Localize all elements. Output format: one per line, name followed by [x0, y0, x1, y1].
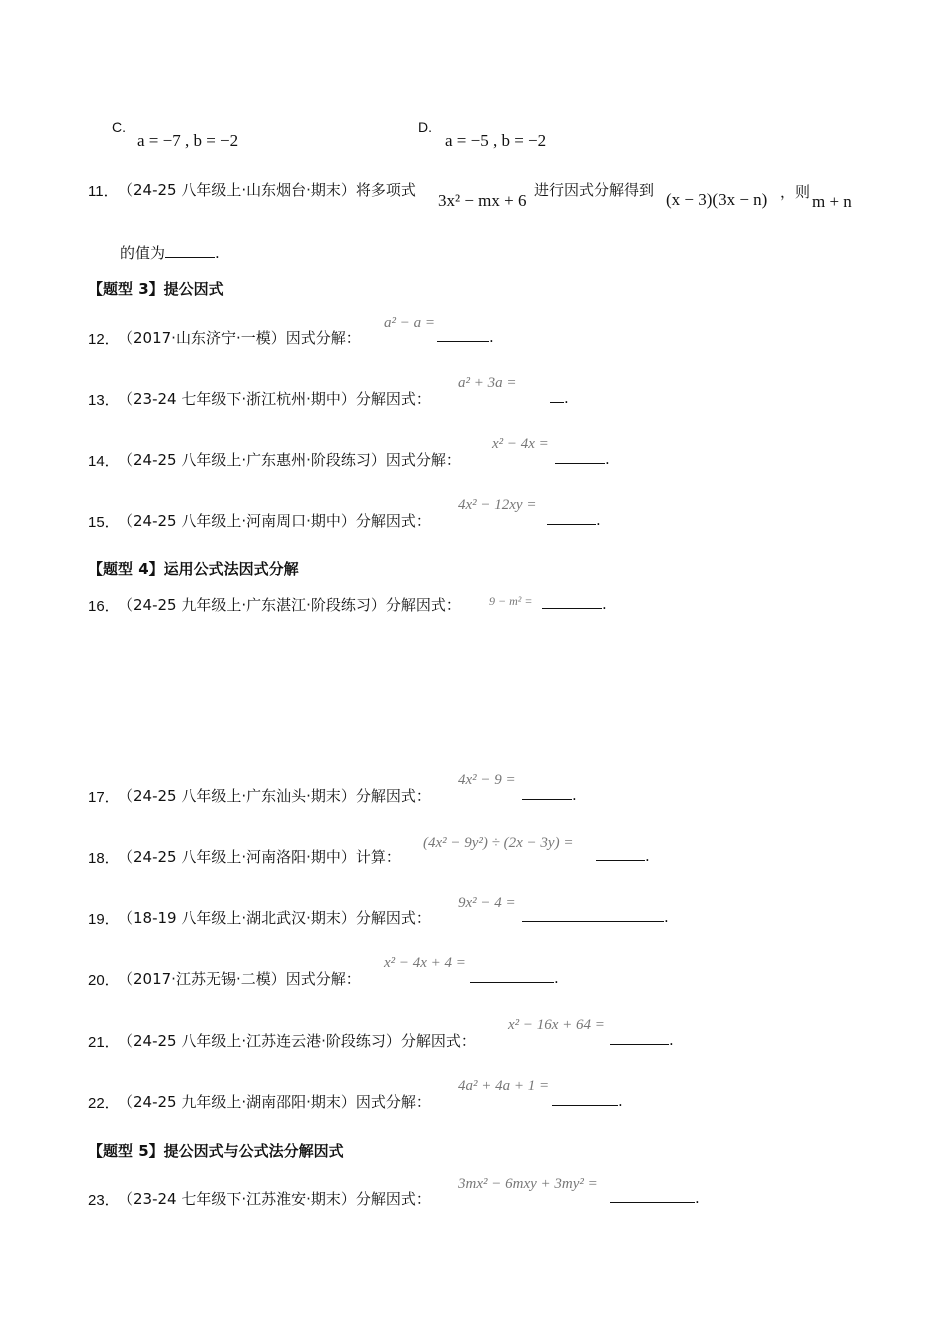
question-16-number: 16． [88, 598, 120, 615]
question-21-expr: x² − 16x + 64 = [508, 1017, 605, 1033]
answer-blank[interactable] [555, 449, 605, 464]
question-22-end: . [618, 1092, 623, 1110]
question-17-end: . [572, 786, 577, 804]
question-11-end: . [215, 244, 220, 262]
question-23-expr: 3mx² − 6mxy + 3my² = [458, 1176, 598, 1192]
question-18-answer [596, 846, 650, 865]
answer-blank[interactable] [542, 594, 602, 609]
question-13-answer [550, 388, 569, 407]
answer-blank[interactable] [552, 1091, 618, 1106]
question-16-end: . [602, 595, 607, 613]
question-16-answer [542, 594, 607, 613]
question-21-answer [610, 1030, 674, 1049]
question-23-number: 23． [88, 1192, 120, 1209]
question-21-source: （24-25 八年级上·江苏连云港·阶段练习）分解因式： [118, 1032, 476, 1050]
question-18-end: . [645, 847, 650, 865]
section-heading-5: 【题型 5】提公因式与公式法分解因式 [88, 1142, 344, 1160]
answer-blank[interactable] [596, 846, 645, 861]
question-23-answer [610, 1188, 700, 1207]
answer-blank[interactable] [610, 1188, 695, 1203]
question-11-expr2: (x − 3)(3x − n) [666, 190, 768, 209]
question-20-source: （2017·江苏无锡·二模）因式分解： [118, 970, 361, 988]
question-11-expr1: 3x² − mx + 6 [438, 191, 527, 210]
option-d-letter: D. [418, 119, 432, 135]
question-20-end: . [554, 969, 559, 987]
question-19-answer [522, 907, 669, 926]
question-22-expr: 4a² + 4a + 1 = [458, 1078, 550, 1094]
question-15-answer [547, 510, 601, 529]
option-d-text: a = −5 , b = −2 [445, 131, 547, 150]
question-18-number: 18． [88, 850, 120, 867]
answer-blank[interactable] [165, 243, 215, 258]
question-20-expr: x² − 4x + 4 = [384, 955, 466, 971]
section-heading-4: 【题型 4】运用公式法因式分解 [88, 560, 299, 578]
answer-blank[interactable] [550, 388, 564, 403]
question-23-end: . [695, 1189, 700, 1207]
option-c-text: a = −7 , b = −2 [137, 131, 239, 150]
question-12-number: 12． [88, 331, 120, 348]
question-21-number: 21． [88, 1034, 120, 1051]
question-17-source: （24-25 八年级上·广东汕头·期末）分解因式： [118, 787, 431, 805]
question-20-number: 20． [88, 972, 120, 989]
question-17-number: 17． [88, 789, 120, 806]
question-17-answer [522, 785, 577, 804]
question-14-end: . [605, 450, 610, 468]
question-20-answer [470, 968, 559, 987]
question-13-source: （23-24 七年级下·浙江杭州·期中）分解因式： [118, 390, 431, 408]
question-22-source: （24-25 九年级上·湖南邵阳·期末）因式分解： [118, 1093, 431, 1111]
answer-blank[interactable] [547, 510, 596, 525]
question-13-number: 13． [88, 392, 120, 409]
question-13-end: . [564, 389, 569, 407]
question-19-expr: 9x² − 4 = [458, 895, 516, 911]
answer-blank[interactable] [437, 327, 489, 342]
question-11-number: 11． [88, 183, 119, 200]
question-14-answer [555, 449, 610, 468]
answer-blank[interactable] [522, 785, 572, 800]
question-17-expr: 4x² − 9 = [458, 772, 516, 788]
question-11-after: ，则 [780, 183, 811, 201]
question-16-expr: 9 − m² = [489, 594, 533, 608]
question-22-number: 22． [88, 1095, 120, 1112]
question-11-expr3: m + n [812, 192, 852, 211]
question-22-answer [552, 1091, 623, 1110]
question-15-number: 15． [88, 514, 120, 531]
question-15-source: （24-25 八年级上·河南周口·期中）分解因式： [118, 512, 431, 530]
question-11-label: 的值为 [120, 244, 166, 262]
question-11-line2 [120, 242, 220, 263]
question-13-expr: a² + 3a = [458, 375, 517, 391]
answer-blank[interactable] [470, 968, 554, 983]
question-18-expr: (4x² − 9y²) ÷ (2x − 3y) = [423, 835, 574, 851]
question-18-source: （24-25 八年级上·河南洛阳·期中）计算： [118, 848, 401, 866]
question-15-end: . [596, 511, 601, 529]
option-c-letter: C. [112, 119, 126, 135]
question-14-source: （24-25 八年级上·广东惠州·阶段练习）因式分解： [118, 451, 461, 469]
question-12-end: . [489, 328, 494, 346]
answer-blank[interactable] [610, 1030, 669, 1045]
question-12-source: （2017·山东济宁·一模）因式分解： [118, 329, 361, 347]
question-21-end: . [669, 1031, 674, 1049]
question-19-source: （18-19 八年级上·湖北武汉·期末）分解因式： [118, 909, 431, 927]
question-11-mid: 进行因式分解得到 [534, 181, 655, 199]
answer-blank[interactable] [522, 907, 664, 922]
question-12-expr: a² − a = [384, 315, 435, 331]
question-14-expr: x² − 4x = [492, 436, 549, 452]
question-14-number: 14． [88, 453, 120, 470]
question-19-end: . [664, 908, 669, 926]
question-11-source: （24-25 八年级上·山东烟台·期末）将多项式 [118, 181, 416, 199]
question-16-source: （24-25 九年级上·广东湛江·阶段练习）分解因式： [118, 596, 461, 614]
question-19-number: 19． [88, 911, 120, 928]
section-heading-3: 【题型 3】提公因式 [88, 280, 224, 298]
question-23-source: （23-24 七年级下·江苏淮安·期末）分解因式： [118, 1190, 431, 1208]
question-15-expr: 4x² − 12xy = [458, 497, 537, 513]
question-12-answer [437, 327, 494, 346]
